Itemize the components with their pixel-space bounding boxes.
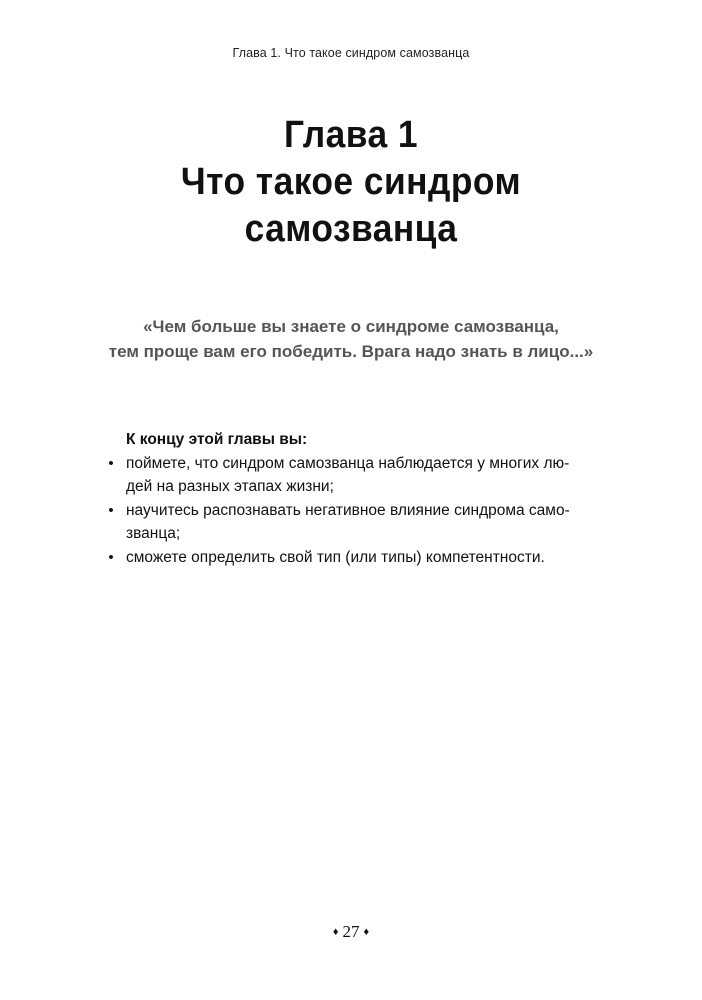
list-item-text: научитесь распознавать негативное влияние синдрома само- xyxy=(126,501,570,519)
epigraph-line: тем проще вам его победить. Врага надо знать в лицо...» xyxy=(108,342,594,361)
chapter-goals-heading: К концу этой главы вы: xyxy=(126,431,308,448)
list-item-text: званца; xyxy=(126,525,181,542)
list-item-text: сможете определить свой тип (или типы) компетентности. xyxy=(126,548,545,566)
chapter-goals-list xyxy=(104,452,604,570)
page-number-value: 27 xyxy=(342,922,360,941)
list-item-text: поймете, что синдром самозванца наблюдается у многих лю- xyxy=(126,454,570,472)
chapter-goals xyxy=(104,428,604,569)
epigraph xyxy=(0,314,702,364)
bullet-icon: • xyxy=(108,548,114,566)
chapter-title-line: Глава 1 xyxy=(283,114,419,156)
running-header: Глава 1. Что такое синдром самозванца xyxy=(232,46,470,60)
bullet-icon: • xyxy=(108,501,114,519)
bullet-icon: • xyxy=(108,454,114,472)
chapter-title xyxy=(25,112,678,253)
list-item xyxy=(104,452,604,499)
chapter-title-line: Что такое синдром xyxy=(180,161,522,203)
chapter-title-line: самозванца xyxy=(244,208,458,250)
epigraph-line: «Чем больше вы знаете о синдроме самозванца, xyxy=(143,317,559,336)
list-item xyxy=(104,546,604,570)
page-number xyxy=(0,922,702,942)
diamond-ornament-icon: ♦ xyxy=(332,926,339,938)
diamond-ornament-icon: ♦ xyxy=(363,926,370,938)
list-item-text: дей на разных этапах жизни; xyxy=(126,478,334,495)
list-item xyxy=(104,499,604,546)
